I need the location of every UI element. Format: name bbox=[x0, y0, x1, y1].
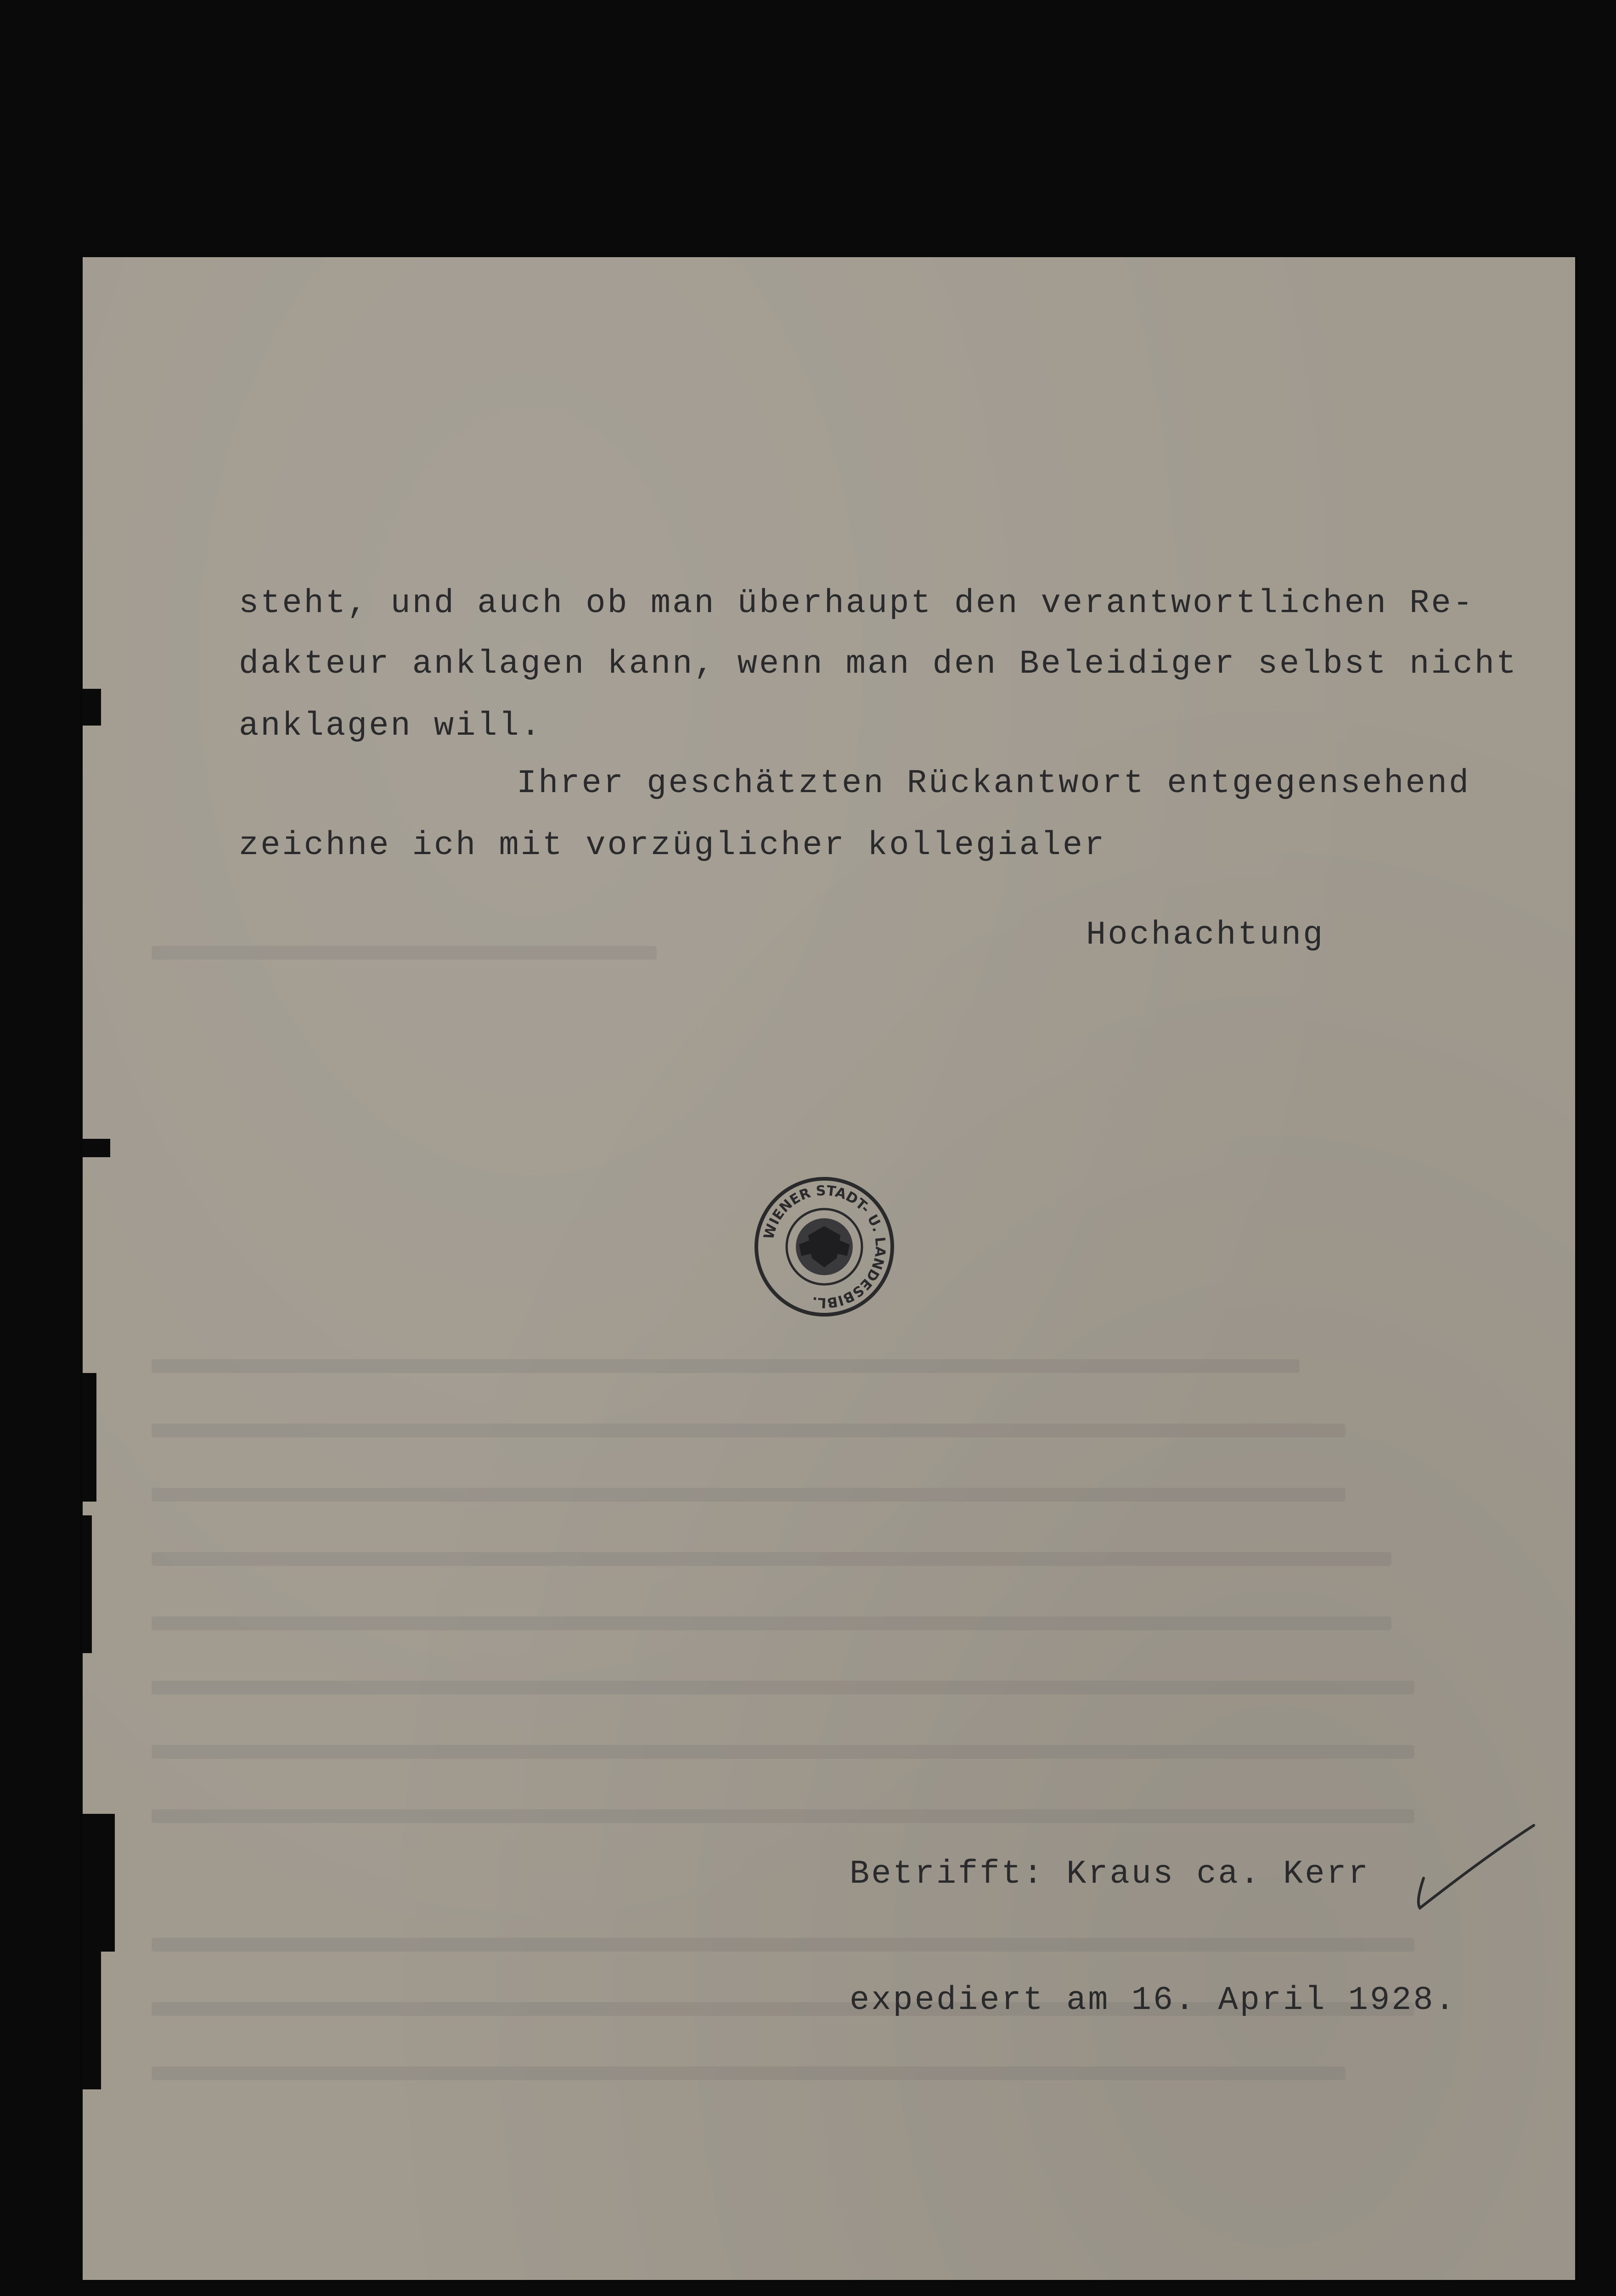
show-through bbox=[152, 1681, 1414, 1694]
show-through bbox=[152, 1424, 1346, 1437]
letter-closing: Hochachtung bbox=[1086, 916, 1325, 954]
show-through bbox=[152, 1809, 1414, 1823]
show-through bbox=[152, 946, 657, 960]
dispatch-note: expediert am 16. April 1928. bbox=[850, 1981, 1457, 2019]
torn-edge bbox=[83, 689, 101, 726]
letter-line: Ihrer geschätzten Rückantwort entgegensehend bbox=[517, 765, 1471, 802]
show-through bbox=[152, 1488, 1346, 1502]
letter-line: dakteur anklagen kann, wenn man den Beleidiger selbst nicht bbox=[239, 645, 1518, 683]
torn-edge bbox=[83, 1139, 110, 1157]
check-mark-icon bbox=[1405, 1818, 1543, 1919]
show-through bbox=[152, 1938, 1414, 1952]
show-through bbox=[152, 2066, 1346, 2080]
torn-edge bbox=[83, 1814, 115, 1952]
letter-line: anklagen will. bbox=[239, 707, 542, 745]
show-through bbox=[152, 1552, 1391, 1566]
letter-line: zeichne ich mit vorzüglicher kollegialer bbox=[239, 827, 1106, 864]
show-through bbox=[152, 1616, 1391, 1630]
torn-edge bbox=[83, 1952, 101, 2089]
torn-edge bbox=[83, 1515, 92, 1653]
stamp-text: WIENER STADT- U. LANDESBIBL. bbox=[760, 1182, 889, 1311]
letter-line: steht, und auch ob man überhaupt den verantwortlichen Re- bbox=[239, 585, 1475, 622]
eagle-emblem-icon bbox=[796, 1218, 853, 1275]
library-stamp bbox=[753, 1176, 895, 1318]
subject-line: Betrifft: Kraus ca. Kerr bbox=[850, 1855, 1370, 1893]
torn-edge bbox=[83, 1373, 96, 1502]
show-through bbox=[152, 1745, 1414, 1759]
show-through bbox=[152, 1359, 1300, 1373]
